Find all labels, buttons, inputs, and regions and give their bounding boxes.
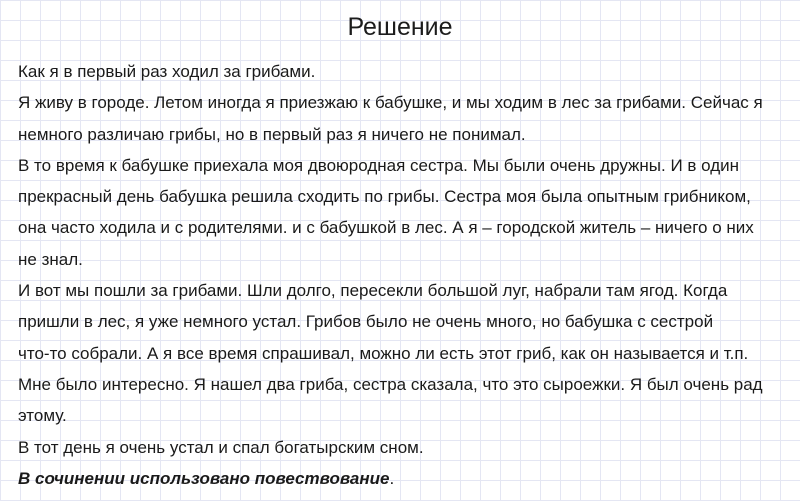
essay-line: прекрасный день бабушка решила сходить по грибы. Сестра моя была опытным грибником, [18, 187, 751, 207]
essay-line: В тот день я очень устал и спал богатырским сном. [18, 437, 424, 457]
essay-line: Я живу в городе. Летом иногда я приезжаю к бабушке, и мы ходим в лес за грибами. Сейчас я [18, 93, 763, 113]
conclusion-line [18, 463, 793, 494]
essay-line: В то время к бабушке приехала моя двоюродная сестра. Мы были очень дружны. И в один [18, 155, 740, 175]
essay-line: немного различаю грибы, но в первый раз я ничего не понимал. [18, 124, 526, 144]
essay-line: И вот мы пошли за грибами. Шли долго, пересекли большой луг, набрали там ягод. Когда [18, 281, 728, 301]
essay-line: она часто ходила и с родителями. и с бабушкой в лес. А я – городской житель – ничего о них [18, 218, 754, 238]
essay-line: не знал. [18, 249, 83, 269]
essay-line: этому. [18, 406, 67, 426]
conclusion-period: . [389, 468, 395, 488]
essay-text [18, 56, 793, 494]
essay-line: Как я в первый раз ходил за грибами. [18, 62, 316, 81]
conclusion-text: В сочинении использовано повествование [18, 468, 390, 488]
essay-line: Мне было интересно. Я нашел два гриба, сестра сказала, что это сыроежки. Я был очень рад [18, 374, 763, 394]
essay-line: пришли в лес, я уже немного устал. Грибов было не очень много, но бабушка с сестрой [18, 312, 714, 332]
essay-line: что-то собрали. А я все время спрашивал, можно ли есть этот гриб, как он называется и т.п. [18, 343, 749, 363]
page-title: Решение [347, 13, 453, 41]
